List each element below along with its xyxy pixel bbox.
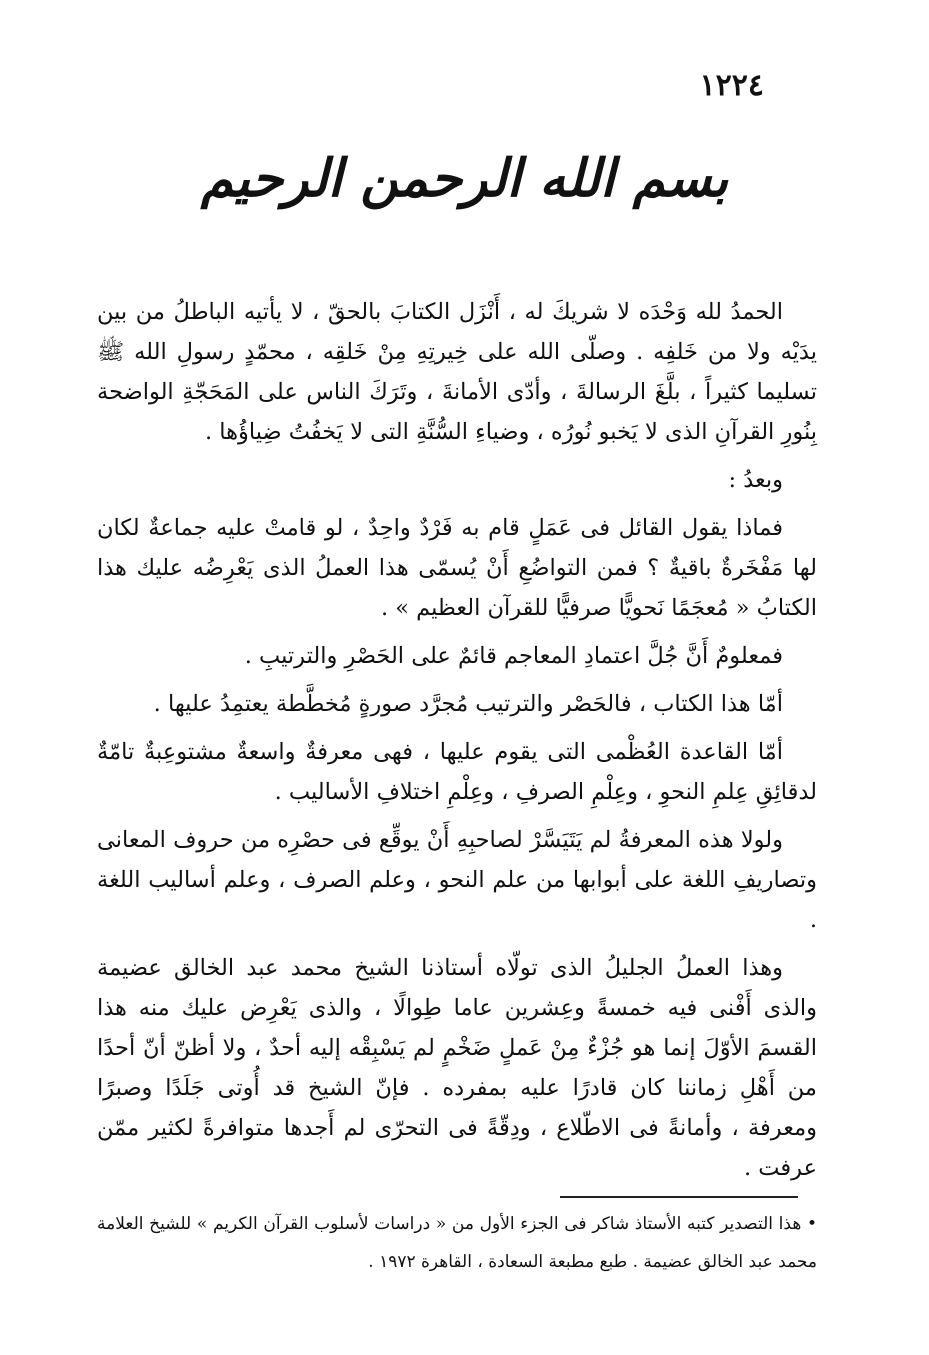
paragraph-opening: الحمدُ لله وَحْدَه لا شريكَ له ، أَنْزَل الكتابَ بالحقّ ، لا يأتيه الباطلُ من بين يدَيْه ولا من خَلفِه . وصلّى الله على خِيرتِهِ مِنْ خَلقِه ، محمّدٍ رسولِ الله ﷺ تسليما كثيراً ، بلَّغَ الرسالةَ ، وأدّى الأمانةَ ، وتَرَكَ الناس على المَحَجّةِ الواضحة بِنُورِ القرآنِ الذى لا يَخبو نُورُه ، وضياءِ السُّنَّةِ التى لا يَخفُتُ ضِياؤُها . bbox=[97, 299, 817, 445]
paragraph-known: فمعلومٌ أَنَّ جُلَّ اعتمادِ المعاجم قائمٌ على الحَصْرِ والترتيبِ . bbox=[244, 643, 783, 669]
paragraph-wabaad: وبعدُ : bbox=[728, 467, 783, 493]
paragraph-great-work: وهذا العملُ الجليلُ الذى تولّاه أستاذنا الشيخ محمد عبد الخالق عضيمة والذى أَفْنى فيه خمسةً وعِشرين عاما طِوالًا ، والذى يَعْرِض عليك منه هذا القسمَ الأوّلَ إنما هو جُزْءٌ مِنْ عَملٍ ضَخْمٍ لم يَسْبِقْه إليه أحدٌ ، ولا أظنّ أنّ أحدًا من أَهْلِ زماننا كان قادرًا عليه بمفرده . فإنّ الشيخ قد أُوتى جَلَدًا وصبرًا ومعرفة ، وأمانةً فى الاطّلاع ، ودِقّةً فى التحرّى لم أَجدها متوافرةً لكثير ممّن عرفت . bbox=[97, 955, 817, 1181]
paragraph-great-rule: أمّا القاعدة العُظْمى التى يقوم عليها ، فهى معرفةٌ واسعةٌ مشتوعِبةٌ تامّةٌ لدقائِقِ عِلمِ النحوِ ، وعِلْمِ الصرفِ ، وعِلْمِ اختلافِ الأساليب . bbox=[97, 739, 817, 805]
footnote-text: • هذا التصدير كتبه الأستاذ شاكر فى الجزء الأول من « دراسات لأسلوب القرآن الكريم » للشيخ العلامة محمد عبد الخالق عضيمة . طبع مطبعة السعادة ، القاهرة ١٩٧٢ . bbox=[97, 1214, 817, 1272]
page-number: ١٢٢٤ bbox=[699, 68, 764, 103]
paragraph-this-book: أمّا هذا الكتاب ، فالحَصْر والترتيب مُجرَّد صورةٍ مُخطَّطة يعتمِدُ عليها . bbox=[153, 691, 783, 717]
body-text bbox=[97, 292, 817, 1188]
footnote bbox=[97, 1205, 817, 1281]
paragraph-question: فماذا يقول القائل فى عَمَلٍ قام به فَرْدٌ واحِدٌ ، لو قامتْ عليه جماعةٌ لكان لها مَفْخَرةٌ باقيةٌ ؟ فمن التواضُعِ أَنْ يُسمّى هذا العملُ الذى يَعْرِضُه عليك هذا الكتابُ « مُعجَمًا نَحويًّا صرفيًّا للقرآن العظيم » . bbox=[97, 515, 817, 621]
footnote-divider bbox=[560, 1196, 798, 1198]
paragraph-knowledge: ولولا هذه المعرفةُ لم يَتَيَسَّرْ لصاحبِهِ أَنْ يوقِّع فى حصْرِه من حروف المعانى وتصاريفِ اللغة على أبوابها من علم النحو ، وعلم الصرف ، وعلم أساليب اللغة . bbox=[97, 827, 817, 933]
basmala-heading: بسم الله الرحمن الرحيم bbox=[200, 148, 729, 209]
